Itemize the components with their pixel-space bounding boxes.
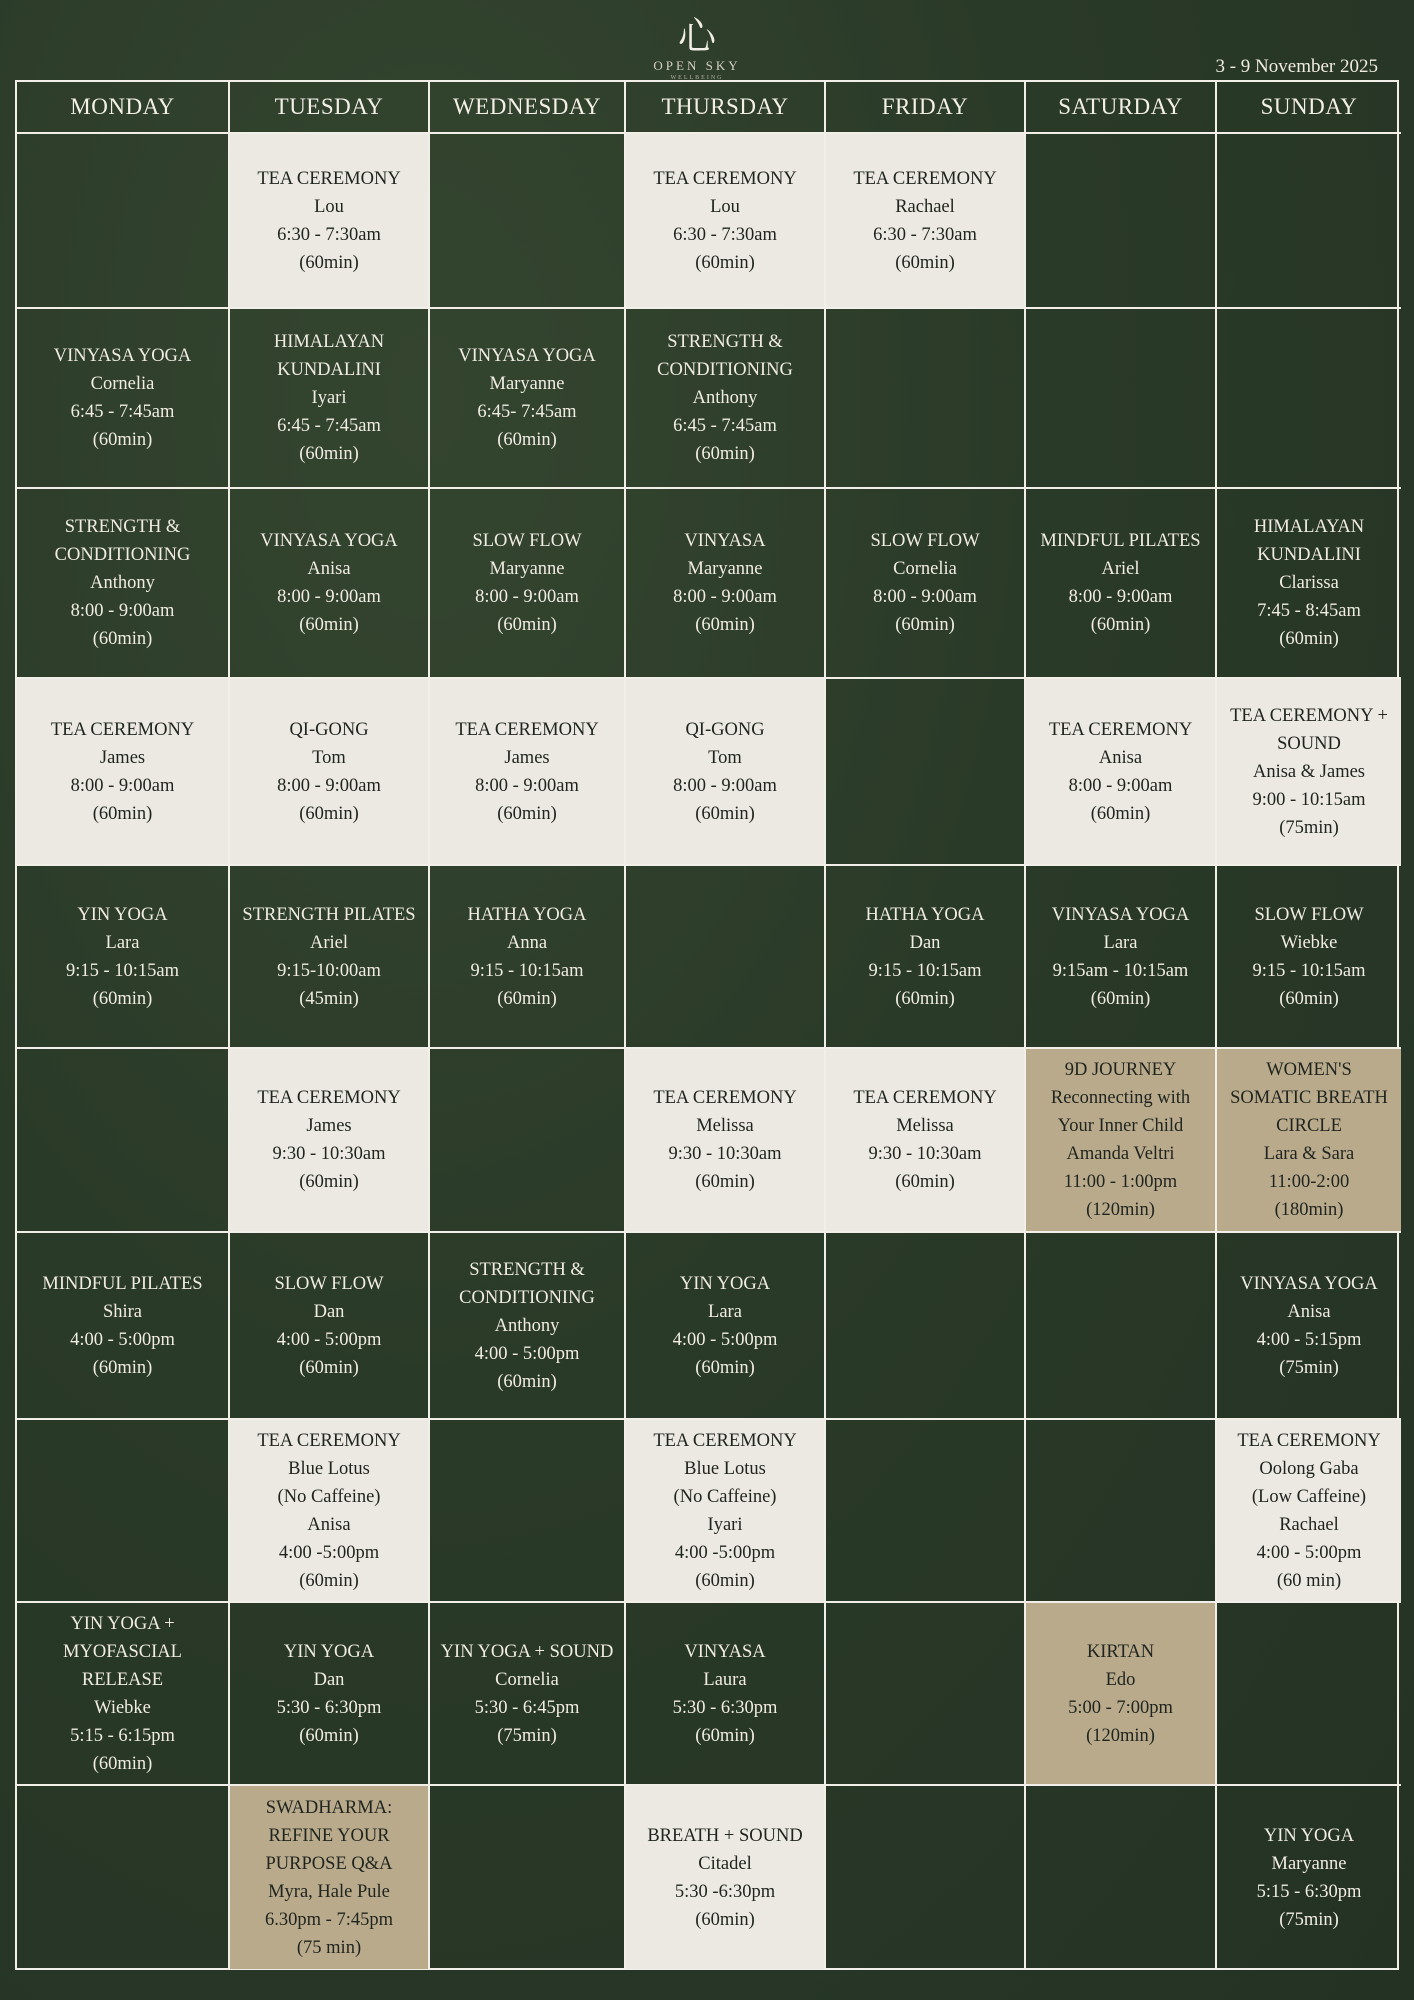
class-title: YIN YOGA — [679, 1273, 771, 1294]
class-detail: 6.30pm - 7:45pm — [265, 1909, 393, 1930]
class-title: YIN YOGA — [283, 1641, 375, 1662]
class-detail: 4:00 -5:00pm — [674, 1542, 776, 1563]
class-detail: Tom — [708, 747, 742, 768]
class-title: TEA CEREMONY — [853, 1088, 997, 1108]
empty-slot-friday — [826, 309, 1026, 489]
class-title: HATHA YOGA — [865, 904, 985, 925]
class-detail: RELEASE — [81, 1669, 164, 1690]
class-detail: (60min) — [497, 803, 557, 824]
class-title: STRENGTH & — [64, 517, 181, 537]
class-slot-monday — [17, 1603, 230, 1786]
class-detail: Cornelia — [495, 1669, 559, 1690]
class-detail: 4:00 - 5:15pm — [1256, 1329, 1362, 1350]
class-detail: 6:45 - 7:45am — [277, 416, 381, 436]
class-detail: 8:00 - 9:00am — [873, 587, 977, 607]
empty-slot-wednesday — [430, 1049, 626, 1233]
empty-slot-wednesday — [430, 1420, 626, 1603]
class-detail: 5:30 - 6:45pm — [474, 1697, 580, 1718]
class-slot-thursday — [626, 1786, 826, 1969]
class-slot-tuesday — [230, 866, 430, 1049]
class-detail: (60min) — [695, 252, 755, 273]
class-detail: Anthony — [90, 573, 155, 593]
open-sky-logo — [647, 14, 747, 81]
class-detail: 9:30 - 10:30am — [272, 1144, 386, 1164]
class-detail: 5:30 - 6:30pm — [276, 1697, 382, 1718]
class-detail: Wiebke — [94, 1697, 151, 1718]
empty-slot-monday — [17, 1786, 230, 1969]
empty-slot-monday — [17, 1049, 230, 1233]
class-slot-wednesday — [430, 1233, 626, 1420]
class-detail: Anisa — [307, 1514, 351, 1535]
class-detail: (60min) — [92, 430, 153, 450]
class-detail: (180min) — [1274, 1200, 1344, 1220]
class-slot-monday — [17, 679, 230, 866]
class-slot-wednesday — [430, 1603, 626, 1786]
class-detail: KUNDALINI — [1257, 545, 1361, 565]
class-detail: James — [504, 747, 550, 768]
class-slot-wednesday — [430, 679, 626, 866]
schedule-header — [0, 0, 1414, 80]
class-detail: Dan — [313, 1669, 345, 1690]
class-slot-sunday — [1217, 1786, 1401, 1969]
class-slot-tuesday — [230, 1603, 430, 1786]
empty-slot-saturday — [1026, 1786, 1217, 1969]
class-title: TEA CEREMONY — [257, 1088, 401, 1108]
class-slot-thursday — [626, 1420, 826, 1603]
class-detail: (60min) — [695, 1909, 755, 1930]
class-title: SLOW FLOW — [472, 531, 582, 551]
class-detail: Lara — [105, 932, 140, 953]
class-detail: (60min) — [299, 444, 359, 464]
class-detail: Anisa & James — [1252, 761, 1365, 782]
class-detail: (75min) — [1279, 817, 1339, 838]
class-title: MINDFUL PILATES — [42, 1273, 203, 1294]
class-slot-wednesday — [430, 489, 626, 679]
class-detail: (60min) — [497, 988, 557, 1009]
class-detail: (60min) — [92, 803, 153, 824]
class-detail: CONDITIONING — [54, 545, 191, 565]
class-slot-thursday — [626, 1233, 826, 1420]
class-title: TEA CEREMONY — [853, 168, 997, 189]
day-header-wednesday: WEDNESDAY — [430, 82, 626, 134]
class-detail: 9:15am - 10:15am — [1052, 960, 1189, 981]
class-slot-sunday — [1217, 866, 1401, 1049]
class-title: HIMALAYAN — [1253, 517, 1365, 537]
class-detail: Maryanne — [1271, 1853, 1347, 1874]
class-detail: (60min) — [695, 1172, 755, 1192]
class-detail: Myra, Hale Pule — [268, 1881, 390, 1902]
class-detail: Anthony — [494, 1315, 560, 1336]
class-slot-saturday — [1026, 1049, 1217, 1233]
class-detail: (120min) — [1086, 1725, 1155, 1746]
class-slot-wednesday — [430, 309, 626, 489]
empty-slot-friday — [826, 1420, 1026, 1603]
class-title: KIRTAN — [1086, 1641, 1155, 1662]
class-slot-tuesday — [230, 1420, 430, 1603]
class-detail: 8:00 - 9:00am — [277, 587, 381, 607]
class-detail: 5:15 - 6:15pm — [70, 1725, 175, 1746]
day-header-monday: MONDAY — [17, 82, 230, 134]
class-detail: (60min) — [1090, 803, 1151, 824]
class-detail: (60min) — [299, 1357, 359, 1378]
class-detail: Shira — [102, 1301, 143, 1322]
class-detail: 6:30 - 7:30am — [277, 224, 381, 245]
class-slot-friday — [826, 489, 1026, 679]
class-slot-sunday — [1217, 1049, 1401, 1233]
class-detail: 8:00 - 9:00am — [70, 775, 175, 796]
class-detail: (Low Caffeine) — [1251, 1486, 1367, 1507]
class-title: YIN YOGA — [77, 904, 168, 925]
class-slot-monday — [17, 309, 230, 489]
heart-glyph-icon: 心 — [677, 14, 716, 58]
class-detail: (75min) — [1279, 1909, 1339, 1930]
empty-slot-saturday — [1026, 309, 1217, 489]
class-detail: 8:00 - 9:00am — [475, 587, 579, 607]
class-slot-friday — [826, 134, 1026, 309]
class-title: BREATH + SOUND — [647, 1825, 803, 1846]
class-detail: 4:00 - 5:00pm — [276, 1329, 382, 1350]
class-detail: (60 min) — [1276, 1570, 1342, 1591]
class-detail: 5:00 - 7:00pm — [1068, 1697, 1173, 1718]
class-detail: SOMATIC BREATH — [1230, 1088, 1388, 1108]
class-detail: (60min) — [695, 1570, 755, 1591]
class-detail: Citadel — [698, 1853, 752, 1874]
class-detail: James — [99, 747, 146, 768]
class-slot-tuesday — [230, 1786, 430, 1969]
class-detail: (60min) — [695, 615, 755, 635]
class-detail: Anna — [506, 932, 548, 953]
class-slot-wednesday — [430, 866, 626, 1049]
class-detail: Lou — [710, 196, 740, 217]
empty-slot-saturday — [1026, 134, 1217, 309]
class-slot-thursday — [626, 679, 826, 866]
class-detail: Maryanne — [489, 374, 565, 394]
class-slot-tuesday — [230, 309, 430, 489]
class-detail: PURPOSE Q&A — [265, 1853, 393, 1874]
class-detail: Iyari — [311, 388, 347, 408]
class-detail: (60min) — [695, 444, 755, 464]
class-detail: Oolong Gaba — [1259, 1458, 1359, 1479]
class-detail: 9:15 - 10:15am — [1252, 960, 1366, 981]
class-title: VINYASA YOGA — [260, 531, 398, 551]
empty-slot-saturday — [1026, 1420, 1217, 1603]
class-slot-friday — [826, 1049, 1026, 1233]
class-title: TEA CEREMONY — [257, 168, 401, 189]
class-detail: Ariel — [1101, 559, 1140, 579]
class-title: VINYASA YOGA — [53, 346, 192, 366]
class-detail: Lara & Sara — [1263, 1144, 1355, 1164]
class-detail: Melissa — [896, 1116, 954, 1136]
class-detail: 11:00-2:00 — [1268, 1172, 1350, 1192]
class-slot-saturday — [1026, 489, 1217, 679]
class-detail: 4:00 -5:00pm — [278, 1542, 380, 1563]
class-detail: 6:45- 7:45am — [477, 402, 577, 422]
empty-slot-sunday — [1217, 309, 1401, 489]
class-detail: Anisa — [1098, 747, 1143, 768]
class-detail: (No Caffeine) — [673, 1486, 777, 1507]
weekly-schedule-grid — [15, 80, 1399, 1970]
class-detail: (75 min) — [296, 1937, 362, 1958]
logo-subtitle: WELLBEING — [670, 75, 724, 81]
class-detail: (60min) — [1090, 615, 1151, 635]
class-detail: Dan — [909, 932, 941, 953]
class-title: TEA CEREMONY — [257, 1430, 401, 1451]
class-detail: (60min) — [497, 1371, 557, 1392]
class-detail: Iyari — [707, 1514, 743, 1535]
class-detail: Cornelia — [893, 559, 957, 579]
class-detail: Cornelia — [90, 374, 155, 394]
logo-name: OPEN SKY — [653, 58, 741, 73]
class-detail: 5:15 - 6:30pm — [1256, 1881, 1362, 1902]
class-detail: Ariel — [309, 932, 348, 953]
class-title: STRENGTH & — [667, 332, 783, 352]
class-detail: 8:00 - 9:00am — [673, 587, 777, 607]
class-slot-sunday — [1217, 1233, 1401, 1420]
class-slot-saturday — [1026, 1603, 1217, 1786]
class-detail: SOUND — [1277, 733, 1341, 754]
class-detail: Maryanne — [489, 559, 565, 579]
class-detail: (60min) — [299, 252, 359, 273]
class-title: 9D JOURNEY — [1064, 1060, 1177, 1080]
class-detail: 6:30 - 7:30am — [873, 224, 977, 245]
class-detail: (75min) — [497, 1725, 557, 1746]
class-title: VINYASA YOGA — [1240, 1273, 1378, 1294]
class-title: HIMALAYAN — [273, 332, 385, 352]
class-detail: 8:00 - 9:00am — [475, 775, 579, 796]
class-detail: 6:45 - 7:45am — [673, 416, 777, 436]
class-detail: Rachael — [895, 196, 955, 217]
class-slot-thursday — [626, 309, 826, 489]
class-title: QI-GONG — [685, 719, 765, 740]
class-detail: (No Caffeine) — [277, 1486, 381, 1507]
class-title: STRENGTH & — [469, 1259, 585, 1280]
class-title: SWADHARMA: — [265, 1797, 393, 1818]
class-detail: Amanda Veltri — [1066, 1144, 1175, 1164]
day-header-thursday: THURSDAY — [626, 82, 826, 134]
class-detail: KUNDALINI — [277, 360, 381, 380]
class-detail: Maryanne — [687, 559, 763, 579]
class-detail: MYOFASCIAL — [63, 1641, 182, 1662]
class-detail: 5:30 -6:30pm — [674, 1881, 776, 1902]
class-detail: Wiebke — [1280, 932, 1338, 953]
class-slot-sunday — [1217, 1420, 1401, 1603]
class-detail: (60min) — [497, 430, 557, 450]
class-detail: (60min) — [299, 803, 359, 824]
class-detail: 9:15 - 10:15am — [65, 960, 180, 981]
class-detail: 4:00 - 5:00pm — [1256, 1542, 1362, 1563]
class-title: VINYASA YOGA — [1051, 904, 1190, 925]
class-slot-tuesday — [230, 1049, 430, 1233]
empty-slot-friday — [826, 679, 1026, 866]
class-title: TEA CEREMONY — [653, 1430, 797, 1451]
class-detail: (60min) — [895, 1172, 955, 1192]
class-slot-saturday — [1026, 679, 1217, 866]
class-detail: (60min) — [1090, 988, 1151, 1009]
class-detail: 4:00 - 5:00pm — [70, 1329, 175, 1350]
class-title: YIN YOGA + SOUND — [440, 1641, 614, 1662]
class-title: SLOW FLOW — [870, 531, 980, 551]
empty-slot-friday — [826, 1786, 1026, 1969]
class-title: TEA CEREMONY — [653, 1088, 797, 1108]
class-detail: (60min) — [92, 1753, 153, 1774]
class-title: QI-GONG — [289, 719, 369, 740]
class-slot-tuesday — [230, 679, 430, 866]
class-title: WOMEN'S — [1266, 1060, 1352, 1080]
class-detail: Reconnecting with — [1050, 1088, 1191, 1108]
class-detail: Blue Lotus — [288, 1458, 370, 1479]
class-detail: (60min) — [299, 1570, 359, 1591]
class-detail: Lara — [708, 1301, 742, 1322]
empty-slot-thursday — [626, 866, 826, 1049]
class-detail: 9:15 - 10:15am — [868, 960, 982, 981]
class-detail: Lara — [1103, 932, 1138, 953]
class-title: YIN YOGA — [1263, 1825, 1355, 1846]
class-detail: Dan — [313, 1301, 345, 1322]
class-detail: 9:15 - 10:15am — [470, 960, 584, 981]
class-detail: Laura — [703, 1669, 747, 1690]
class-detail: 11:00 - 1:00pm — [1063, 1172, 1178, 1192]
class-detail: (60min) — [299, 615, 359, 635]
empty-slot-monday — [17, 134, 230, 309]
class-detail: (60min) — [695, 803, 755, 824]
class-detail: 9:15-10:00am — [277, 960, 381, 981]
class-detail: Edo — [1105, 1669, 1136, 1690]
class-title: TEA CEREMONY — [455, 719, 599, 740]
class-title: MINDFUL PILATES — [1040, 531, 1201, 551]
class-detail: (120min) — [1086, 1200, 1155, 1220]
class-detail: 8:00 - 9:00am — [1068, 775, 1173, 796]
class-detail: (60min) — [92, 629, 153, 649]
class-title: STRENGTH PILATES — [242, 904, 416, 925]
class-detail: (60min) — [695, 1725, 755, 1746]
empty-slot-sunday — [1217, 1603, 1401, 1786]
class-detail: (60min) — [299, 1725, 359, 1746]
class-title: TEA CEREMONY — [1048, 719, 1193, 740]
empty-slot-wednesday — [430, 134, 626, 309]
class-detail: 9:00 - 10:15am — [1252, 789, 1366, 810]
class-title: TEA CEREMONY — [1237, 1430, 1381, 1451]
class-detail: CONDITIONING — [657, 360, 793, 380]
class-slot-thursday — [626, 1603, 826, 1786]
class-slot-tuesday — [230, 134, 430, 309]
class-detail: Your Inner Child — [1057, 1116, 1184, 1136]
class-slot-saturday — [1026, 866, 1217, 1049]
class-detail: 8:00 - 9:00am — [673, 775, 777, 796]
class-title: HATHA YOGA — [467, 904, 587, 925]
class-detail: 8:00 - 9:00am — [277, 775, 381, 796]
class-detail: Melissa — [696, 1116, 754, 1136]
day-header-saturday: SATURDAY — [1026, 82, 1217, 134]
class-title: YIN YOGA + — [70, 1613, 175, 1634]
class-slot-thursday — [626, 1049, 826, 1233]
class-title: TEA CEREMONY — [653, 168, 797, 189]
class-detail: (60min) — [92, 988, 153, 1009]
class-detail: 4:00 - 5:00pm — [474, 1343, 580, 1364]
class-slot-monday — [17, 489, 230, 679]
class-detail: 6:45 - 7:45am — [70, 402, 175, 422]
empty-slot-sunday — [1217, 134, 1401, 309]
class-detail: 6:30 - 7:30am — [673, 224, 777, 245]
class-detail: (60min) — [895, 252, 955, 273]
class-title: SLOW FLOW — [274, 1273, 384, 1294]
class-title: VINYASA — [684, 1641, 766, 1662]
day-header-friday: FRIDAY — [826, 82, 1026, 134]
class-slot-sunday — [1217, 679, 1401, 866]
class-detail: (60min) — [1279, 629, 1339, 649]
class-slot-tuesday — [230, 1233, 430, 1420]
class-detail: CONDITIONING — [459, 1287, 595, 1308]
class-detail: Anthony — [692, 388, 758, 408]
class-title: TEA CEREMONY — [50, 719, 195, 740]
class-detail: (75min) — [1279, 1357, 1339, 1378]
class-detail: 9:30 - 10:30am — [868, 1144, 982, 1164]
class-slot-thursday — [626, 489, 826, 679]
class-slot-monday — [17, 866, 230, 1049]
empty-slot-wednesday — [430, 1786, 626, 1969]
class-slot-sunday — [1217, 489, 1401, 679]
class-detail: Rachael — [1279, 1514, 1339, 1535]
class-title: VINYASA YOGA — [458, 346, 596, 366]
class-detail: (60min) — [92, 1357, 153, 1378]
date-range: 3 - 9 November 2025 — [1215, 56, 1378, 77]
class-detail: James — [306, 1116, 352, 1136]
class-detail: Blue Lotus — [684, 1458, 766, 1479]
class-slot-thursday — [626, 134, 826, 309]
class-detail: Anisa — [1287, 1301, 1331, 1322]
day-header-sunday: SUNDAY — [1217, 82, 1401, 134]
class-title: VINYASA — [684, 531, 766, 551]
class-detail: 7:45 - 8:45am — [1257, 601, 1361, 621]
empty-slot-saturday — [1026, 1233, 1217, 1420]
class-detail: Tom — [312, 747, 346, 768]
class-detail: 8:00 - 9:00am — [1068, 587, 1173, 607]
class-title: TEA CEREMONY + — [1230, 705, 1388, 726]
class-detail: Clarissa — [1279, 573, 1339, 593]
class-detail: (60min) — [895, 615, 955, 635]
empty-slot-friday — [826, 1603, 1026, 1786]
class-detail: CIRCLE — [1276, 1116, 1342, 1136]
day-header-tuesday: TUESDAY — [230, 82, 430, 134]
class-title: SLOW FLOW — [1254, 904, 1364, 925]
class-detail: Anisa — [307, 559, 351, 579]
empty-slot-friday — [826, 1233, 1026, 1420]
class-detail: (60min) — [497, 615, 557, 635]
class-detail: 5:30 - 6:30pm — [672, 1697, 778, 1718]
class-detail: Lou — [314, 196, 344, 217]
class-detail: (60min) — [695, 1357, 755, 1378]
class-slot-friday — [826, 866, 1026, 1049]
class-detail: 9:30 - 10:30am — [668, 1144, 782, 1164]
class-detail: (60min) — [1279, 988, 1339, 1009]
class-detail: 8:00 - 9:00am — [70, 601, 175, 621]
class-slot-monday — [17, 1233, 230, 1420]
class-slot-tuesday — [230, 489, 430, 679]
class-detail: (60min) — [895, 988, 955, 1009]
class-detail: (60min) — [299, 1172, 359, 1192]
class-detail: (45min) — [299, 988, 359, 1009]
class-detail: REFINE YOUR — [268, 1825, 390, 1846]
class-detail: 4:00 - 5:00pm — [672, 1329, 778, 1350]
empty-slot-monday — [17, 1420, 230, 1603]
